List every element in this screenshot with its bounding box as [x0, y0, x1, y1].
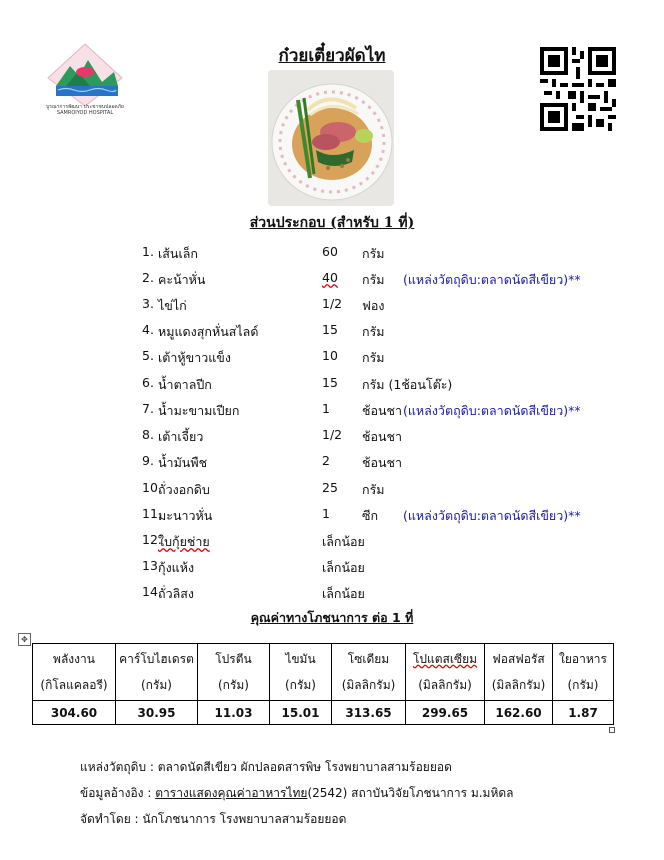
ingredient-number: 2. [142, 270, 154, 285]
ingredient-row [142, 427, 622, 447]
ingredient-row [142, 584, 622, 604]
table-header-cell: ไขมัน (กรัม) [270, 644, 332, 701]
ingredient-number: 14. [142, 584, 162, 599]
ingredient-qty: 25 [322, 480, 338, 495]
ingredient-qty: 40 [322, 270, 338, 285]
recipe-title: ก๋วยเตี๋ยวผัดไท [278, 46, 386, 66]
ingredient-number: 4. [142, 322, 154, 337]
logo-caption: บูรณาการพัฒนา ประชาชนปลอดภัย SAMROIYOD HOSPITAL [46, 104, 124, 116]
ingredient-unit: กรัม [362, 324, 385, 339]
nutrition-heading: คุณค่าทางโภชนาการ ต่อ 1 ที่ [250, 610, 414, 625]
table-value-cell: 1.87 [553, 701, 614, 725]
ingredient-qty: 1 [322, 401, 330, 416]
ingredient-number: 1. [142, 244, 154, 259]
ingredient-number: 6. [142, 375, 154, 390]
ingredient-name: ถั่วงอกดิบ [158, 482, 210, 497]
ingredient-unit: ช้อนชา [362, 403, 403, 418]
ingredient-qty: 1 [322, 506, 330, 521]
ingredient-unit: กรัม [362, 246, 385, 261]
table-header-cell: คาร์โบไฮเดรต (กรัม) [116, 644, 198, 701]
ingredient-row [142, 322, 622, 342]
ingredient-row [142, 270, 622, 290]
qr-code [540, 46, 616, 132]
author-note: จัดทำโดย : นักโภชนาการ โรงพยาบาลสามร้อยยอด [80, 812, 347, 826]
ingredient-unit: กรัม [362, 350, 385, 365]
reference-note: ข้อมูลอ้างอิง : ตารางแสดงคุณค่าอาหารไทย(2542) สถาบันวิจัยโภชนาการ ม.มหิดล [80, 786, 514, 800]
ingredient-name: เต้าหู้ขาวแข็ง [158, 350, 231, 365]
ingredient-number: 9. [142, 453, 154, 468]
ingredient-unit: ซีก [362, 508, 379, 523]
ingredient-unit: กรัม (1ช้อนโต๊ะ) [362, 377, 453, 392]
ingredient-number: 8. [142, 427, 154, 442]
ingredient-unit: ฟอง [362, 298, 385, 313]
table-header-cell: โปแตสเซียม (มิลลิกรัม) [406, 644, 485, 701]
ingredient-qty: เล็กน้อย [322, 534, 365, 549]
ingredient-number: 7. [142, 401, 154, 416]
ingredient-qty: 1/2 [322, 296, 343, 311]
ingredient-source: (แหล่งวัตถุดิบ:ตลาดนัดสีเขียว)** [403, 403, 581, 418]
ingredient-row [142, 453, 622, 473]
ingredient-row [142, 558, 622, 578]
table-value-cell: 15.01 [270, 701, 332, 725]
table-value-cell: 299.65 [406, 701, 485, 725]
table-header-cell: โซเดียม (มิลลิกรัม) [332, 644, 406, 701]
ingredient-row [142, 375, 622, 395]
table-value-cell: 313.65 [332, 701, 406, 725]
table-header-cell: ฟอสฟอรัส (มิลลิกรัม) [485, 644, 553, 701]
reference-link[interactable]: ตารางแสดงคุณค่าอาหารไทย [155, 786, 308, 800]
ingredient-number: 13. [142, 558, 162, 573]
ingredient-qty: 15 [322, 322, 338, 337]
ingredient-number: 12. [142, 532, 162, 547]
table-resize-handle[interactable] [609, 727, 615, 733]
ingredient-number: 10. [142, 480, 162, 495]
table-header-cell: พลังงาน (กิโลแคลอรี) [33, 644, 116, 701]
ingredient-qty: 15 [322, 375, 338, 390]
table-header-cell: ใยอาหาร (กรัม) [553, 644, 614, 701]
ingredient-row [142, 296, 622, 316]
table-header-row [33, 644, 614, 701]
ingredient-name: คะน้าหั่น [158, 272, 206, 287]
ingredient-name: หมูแดงสุกหั่นสไลด์ [158, 324, 259, 339]
ingredient-name: มะนาวหั่น [158, 508, 213, 523]
nutrition-table [32, 643, 614, 725]
ingredient-unit: ช้อนชา [362, 455, 403, 470]
source-note: แหล่งวัตถุดิบ : ตลาดนัดสีเขียว ผักปลอดสารพิษ โรงพยาบาลสามร้อยยอด [80, 760, 452, 774]
table-header-cell: โปรตีน (กรัม) [198, 644, 270, 701]
ingredient-name: น้ำมะขามเปียก [158, 403, 240, 418]
ingredient-row [142, 348, 622, 368]
ingredient-name: เส้นเล็ก [158, 246, 198, 261]
table-value-cell: 304.60 [33, 701, 116, 725]
ingredient-number: 3. [142, 296, 154, 311]
ingredient-unit: ช้อนชา [362, 429, 403, 444]
table-value-row [33, 701, 614, 725]
ingredient-unit: กรัม [362, 272, 385, 287]
ingredient-number: 5. [142, 348, 154, 363]
table-value-cell: 30.95 [116, 701, 198, 725]
ingredient-qty: 10 [322, 348, 338, 363]
ingredient-qty: เล็กน้อย [322, 560, 365, 575]
table-value-cell: 162.60 [485, 701, 553, 725]
dish-photo [268, 70, 394, 206]
ingredient-qty: เล็กน้อย [322, 586, 365, 601]
ingredient-name: น้ำตาลปีก [158, 377, 212, 392]
ingredient-name: เต้าเจี้ยว [158, 429, 204, 444]
table-move-handle-icon[interactable]: ✥ [18, 633, 31, 646]
table-value-cell: 11.03 [198, 701, 270, 725]
ingredient-name: น้ำมันพืช [158, 455, 208, 470]
ingredient-number: 11. [142, 506, 162, 521]
ingredient-row [142, 401, 622, 421]
ingredient-row [142, 506, 622, 526]
ingredient-name: ใบกุ้ยช่าย [158, 534, 210, 549]
ingredient-qty: 2 [322, 453, 330, 468]
ingredient-row [142, 244, 622, 264]
ingredient-qty: 60 [322, 244, 338, 259]
ingredient-source: (แหล่งวัตถุดิบ:ตลาดนัดสีเขียว)** [403, 272, 581, 287]
ingredient-row [142, 480, 622, 500]
ingredients-heading: ส่วนประกอบ (สำหรับ 1 ที่) [249, 215, 415, 231]
ingredient-source: (แหล่งวัตถุดิบ:ตลาดนัดสีเขียว)** [403, 508, 581, 523]
ingredient-name: ถั่วลิสง [158, 586, 194, 601]
ingredient-name: กุ้งแห้ง [158, 560, 195, 575]
ingredient-name: ไข่ไก่ [158, 298, 187, 313]
ingredient-row [142, 532, 622, 552]
ingredient-unit: กรัม [362, 482, 385, 497]
ingredient-qty: 1/2 [322, 427, 343, 442]
